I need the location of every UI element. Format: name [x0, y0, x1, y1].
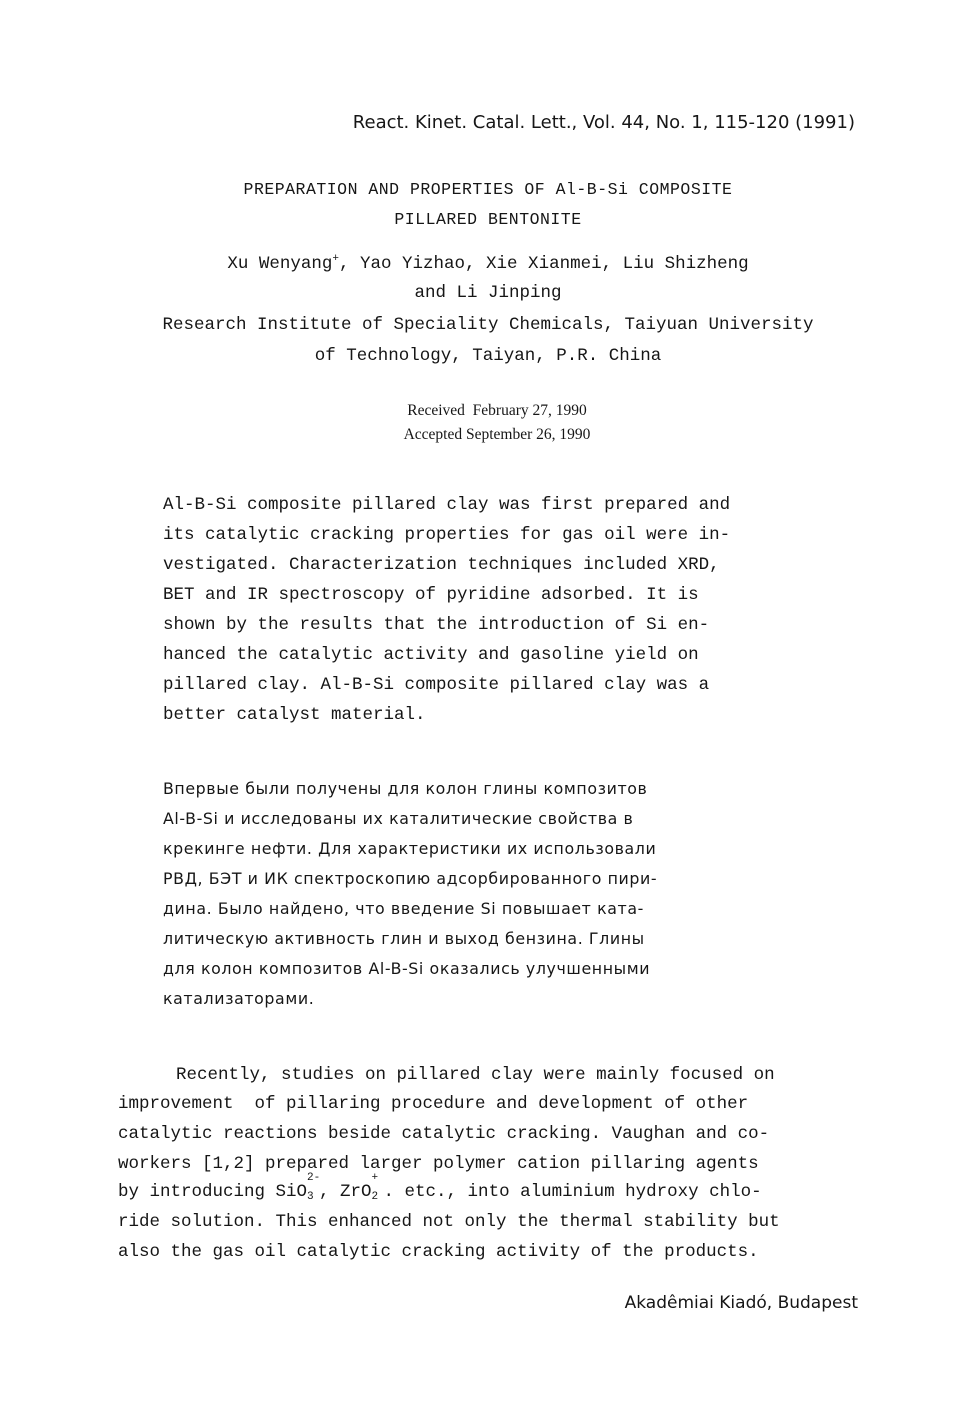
- abstract-en-line: Al-B-Si composite pillared clay was first prepared and: [163, 495, 731, 515]
- abstract-ru-line: РВД, БЭТ и ИК спектроскопию адсорбированного пири-: [163, 869, 658, 888]
- body-line: improvement of pillaring procedure and development of other: [118, 1094, 749, 1114]
- authors-line-2: and Li Jinping: [414, 283, 562, 303]
- abstract-en-line: BET and IR spectroscopy of pyridine adsorbed. It is: [163, 585, 699, 605]
- abstract-ru-line: Впервые были получены для колон глины композитов: [163, 779, 648, 798]
- abstract-ru-line: литическую активность глин и выход бензина. Глины: [163, 929, 645, 948]
- abstract-ru-line: для колон композитов Al-B-Si оказались улучшенными: [163, 959, 651, 978]
- formula-index: 3: [307, 1191, 314, 1203]
- formula-subscript: [371, 1172, 384, 1203]
- author-list: , Yao Yizhao, Xie Xianmei, Liu Shizheng: [339, 253, 749, 274]
- formula-charge: 2-: [307, 1172, 321, 1184]
- affiliation-line-2: of Technology, Taiyan, P.R. China: [314, 346, 662, 366]
- body-line: workers [1,2] prepared larger polymer cation pillaring agents: [118, 1154, 759, 1174]
- body-line: ride solution. This enhanced not only the thermal stability but: [118, 1212, 780, 1232]
- formula-charge: +: [371, 1172, 379, 1184]
- affiliation-line-1: Research Institute of Speciality Chemicals, Taiyuan University: [162, 315, 814, 335]
- abstract-en-line: better catalyst material.: [163, 705, 426, 725]
- authors-line-1: [0, 253, 976, 274]
- abstract-ru-line: Al-B-Si и исследованы их каталитические свойства в: [163, 809, 634, 828]
- abstract-en-line: hanced the catalytic activity and gasoline yield on: [163, 645, 699, 665]
- abstract-ru-line: дина. Было найдено, что введение Si повышает ката-: [163, 899, 644, 918]
- abstract-ru-line: крекинге нефти. Для характеристики их использовали: [163, 839, 657, 858]
- body-line: also the gas oil catalytic cracking activity of the products.: [118, 1242, 759, 1262]
- abstract-en-line: its catalytic cracking properties for gas oil were in-: [163, 525, 731, 545]
- author-name: Xu Wenyang: [227, 253, 333, 274]
- body-line: catalytic reactions beside catalytic cracking. Vaughan and co-: [118, 1124, 770, 1144]
- body-line: [118, 1172, 762, 1203]
- accepted-date: Accepted September 26, 1990: [403, 426, 591, 443]
- formula-index: 2: [371, 1191, 379, 1203]
- abstract-ru-line: катализаторами.: [163, 989, 315, 1008]
- abstract-en-line: shown by the results that the introduction of Si en-: [163, 615, 710, 635]
- author-mark: +: [332, 253, 340, 265]
- journal-reference: React. Kinet. Catal. Lett., Vol. 44, No. 1, 115-120 (1991): [352, 112, 855, 133]
- body-line: Recently, studies on pillared clay were mainly focused on: [176, 1065, 775, 1085]
- received-date: Received February 27, 1990: [407, 402, 587, 419]
- title-line-1: PREPARATION AND PROPERTIES OF Al-B-Si COMPOSITE: [243, 180, 733, 199]
- title-line-2: PILLARED BENTONITE: [394, 210, 582, 229]
- publisher-footer: Akadêmiai Kiadó, Budapest: [624, 1293, 858, 1313]
- body-text-run: , ZrO: [319, 1182, 372, 1202]
- formula-subscript: [307, 1172, 321, 1203]
- body-text-run: by introducing SiO: [118, 1182, 308, 1202]
- abstract-en-line: pillared clay. Al-B-Si composite pillared clay was a: [163, 675, 710, 695]
- body-text-run: . etc., into aluminium hydroxy chlo-: [383, 1182, 762, 1202]
- abstract-en-line: vestigated. Characterization techniques included XRD,: [163, 555, 720, 575]
